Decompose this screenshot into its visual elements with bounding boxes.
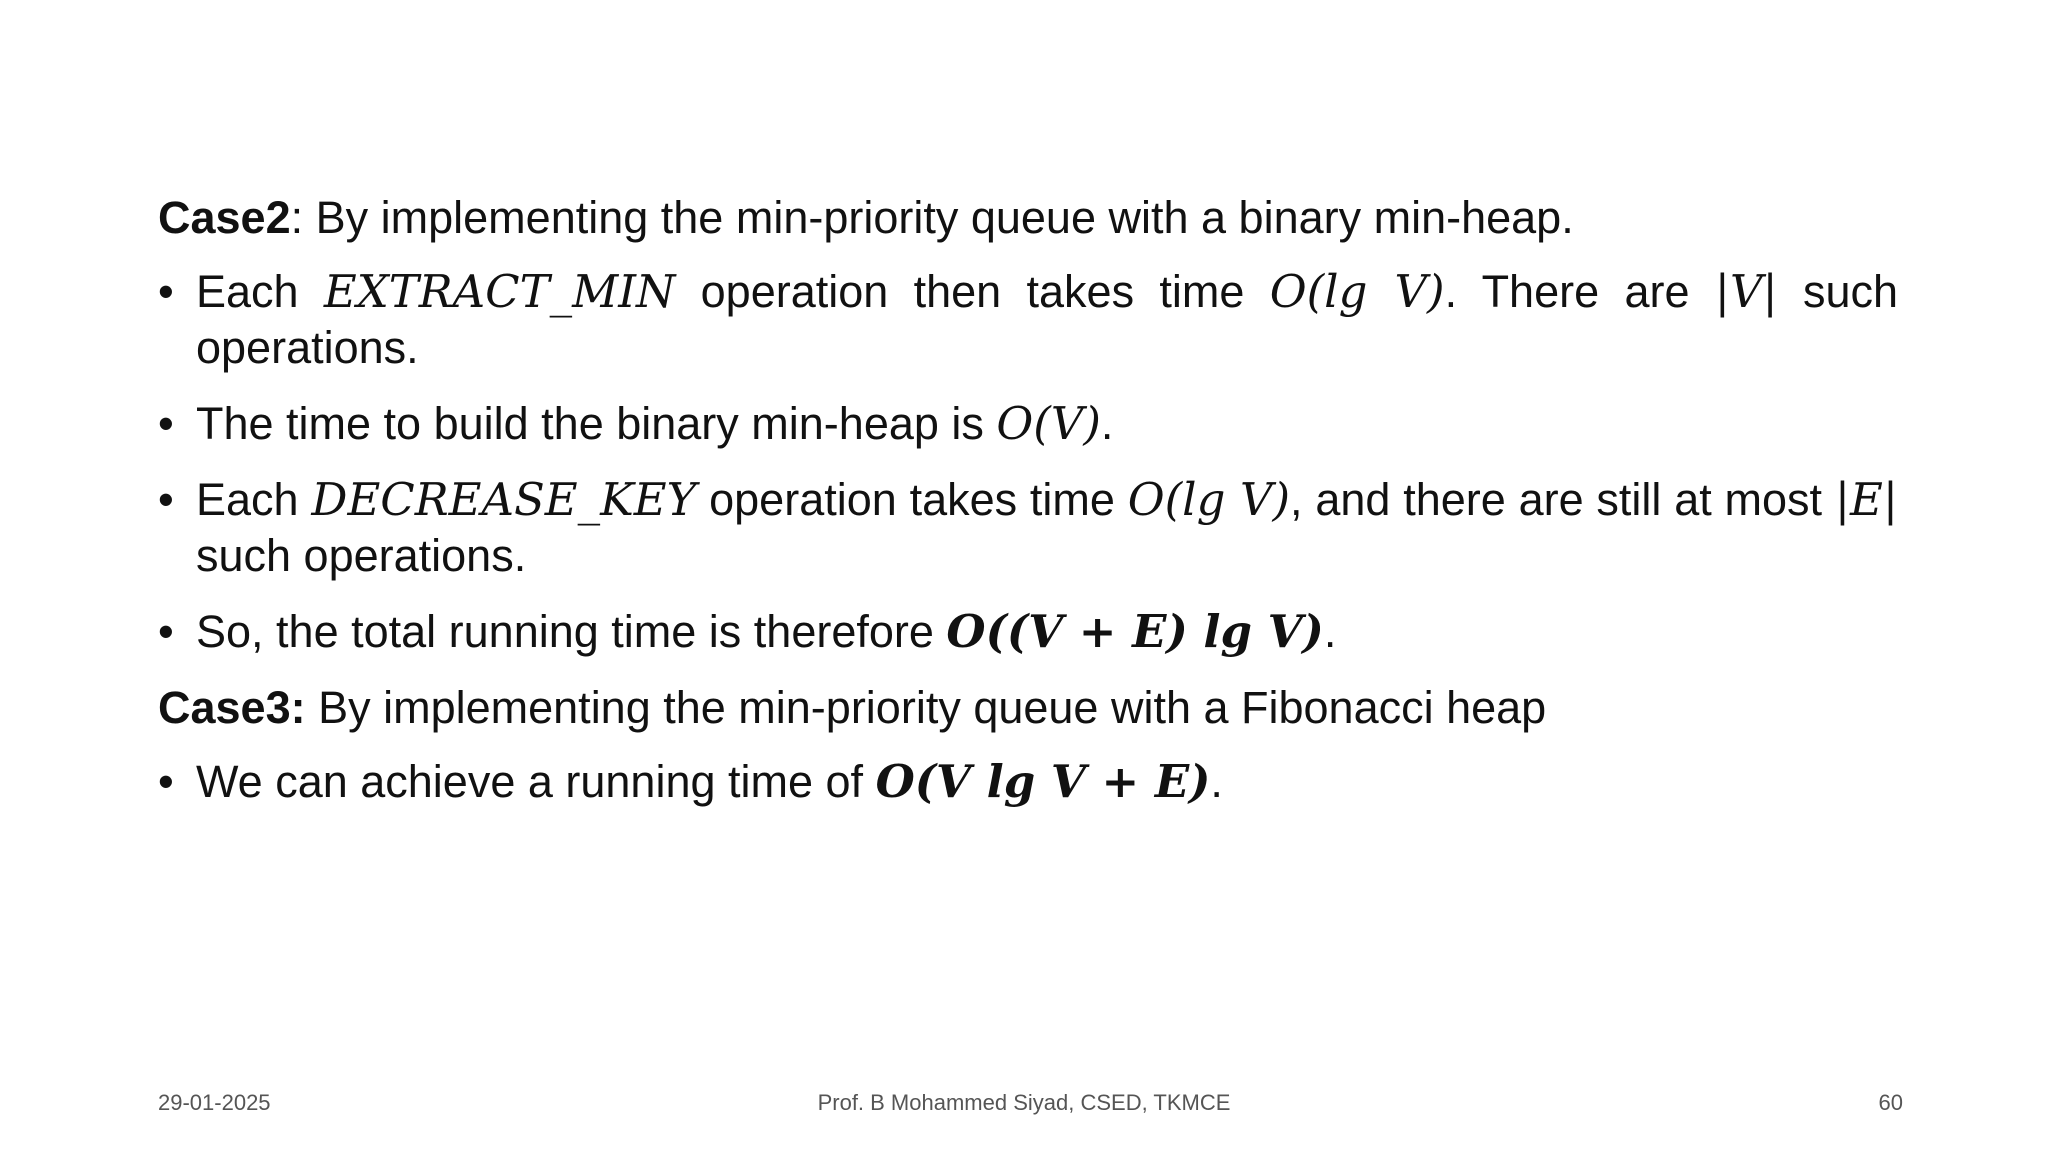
footer-page-number: 60 [1878, 1090, 1903, 1115]
bullet-text: So, the total running time is therefore [196, 606, 947, 657]
case2-label: Case2 [158, 192, 291, 243]
bullet-glyph: • [158, 606, 174, 657]
bullet-glyph: • [158, 398, 174, 449]
bullet-text: such operations. [196, 266, 1898, 373]
case2-sep: : [290, 192, 304, 243]
case3-heading [158, 680, 1898, 736]
math-expression: O(lg V) [1127, 473, 1291, 526]
bullet-glyph: • [158, 474, 174, 525]
bullet-text: . [1323, 606, 1337, 657]
math-expression: EXTRACT_MIN [323, 265, 676, 318]
slide-body [158, 190, 1898, 830]
case2-heading [158, 190, 1898, 246]
case2-bullet-item [158, 264, 1898, 376]
bullet-text: , and there are still at most [1290, 474, 1835, 525]
bullet-text: such operations. [196, 530, 527, 581]
bullet-text: operation then takes time [675, 266, 1270, 317]
case2-bullet-list [158, 264, 1898, 660]
bullet-text: . There are [1444, 266, 1715, 317]
footer-date: 29-01-2025 [158, 1090, 271, 1115]
bullet-text: The time to build the binary min-heap is [196, 398, 997, 449]
bullet-text: We can achieve a running time of [196, 756, 876, 807]
bullet-text: operation takes time [696, 474, 1128, 525]
bullet-text: Each [196, 474, 312, 525]
case2-bullet-item [158, 396, 1898, 452]
case2-bullet-item [158, 604, 1898, 660]
bullet-glyph: • [158, 266, 174, 317]
case3-bullet-item [158, 754, 1898, 810]
math-expression: O(lg V) [1269, 265, 1445, 318]
math-expression: O(V) [996, 397, 1101, 450]
math-expression-bold: O((V + E) lg V) [946, 605, 1324, 658]
case3-bullet-list [158, 754, 1898, 810]
footer-author: Prof. B Mohammed Siyad, CSED, TKMCE [817, 1090, 1231, 1115]
math-expression: |E| [1834, 473, 1898, 526]
case3-label: Case3: [158, 682, 306, 733]
bullet-glyph: • [158, 756, 174, 807]
bullet-text: . [1210, 756, 1223, 807]
bullet-text: Each [196, 266, 324, 317]
bullet-text: . [1100, 398, 1114, 449]
case3-text: By implementing the min-priority queue with a Fibonacci heap [305, 682, 1547, 733]
case2-bullet-item [158, 472, 1898, 584]
math-expression: |V| [1714, 265, 1778, 318]
math-expression: DECREASE_KEY [311, 473, 697, 526]
case2-text: By implementing the min-priority queue with a binary min-heap. [303, 192, 1574, 243]
math-expression-bold: O(V lg V + E) [875, 755, 1211, 808]
